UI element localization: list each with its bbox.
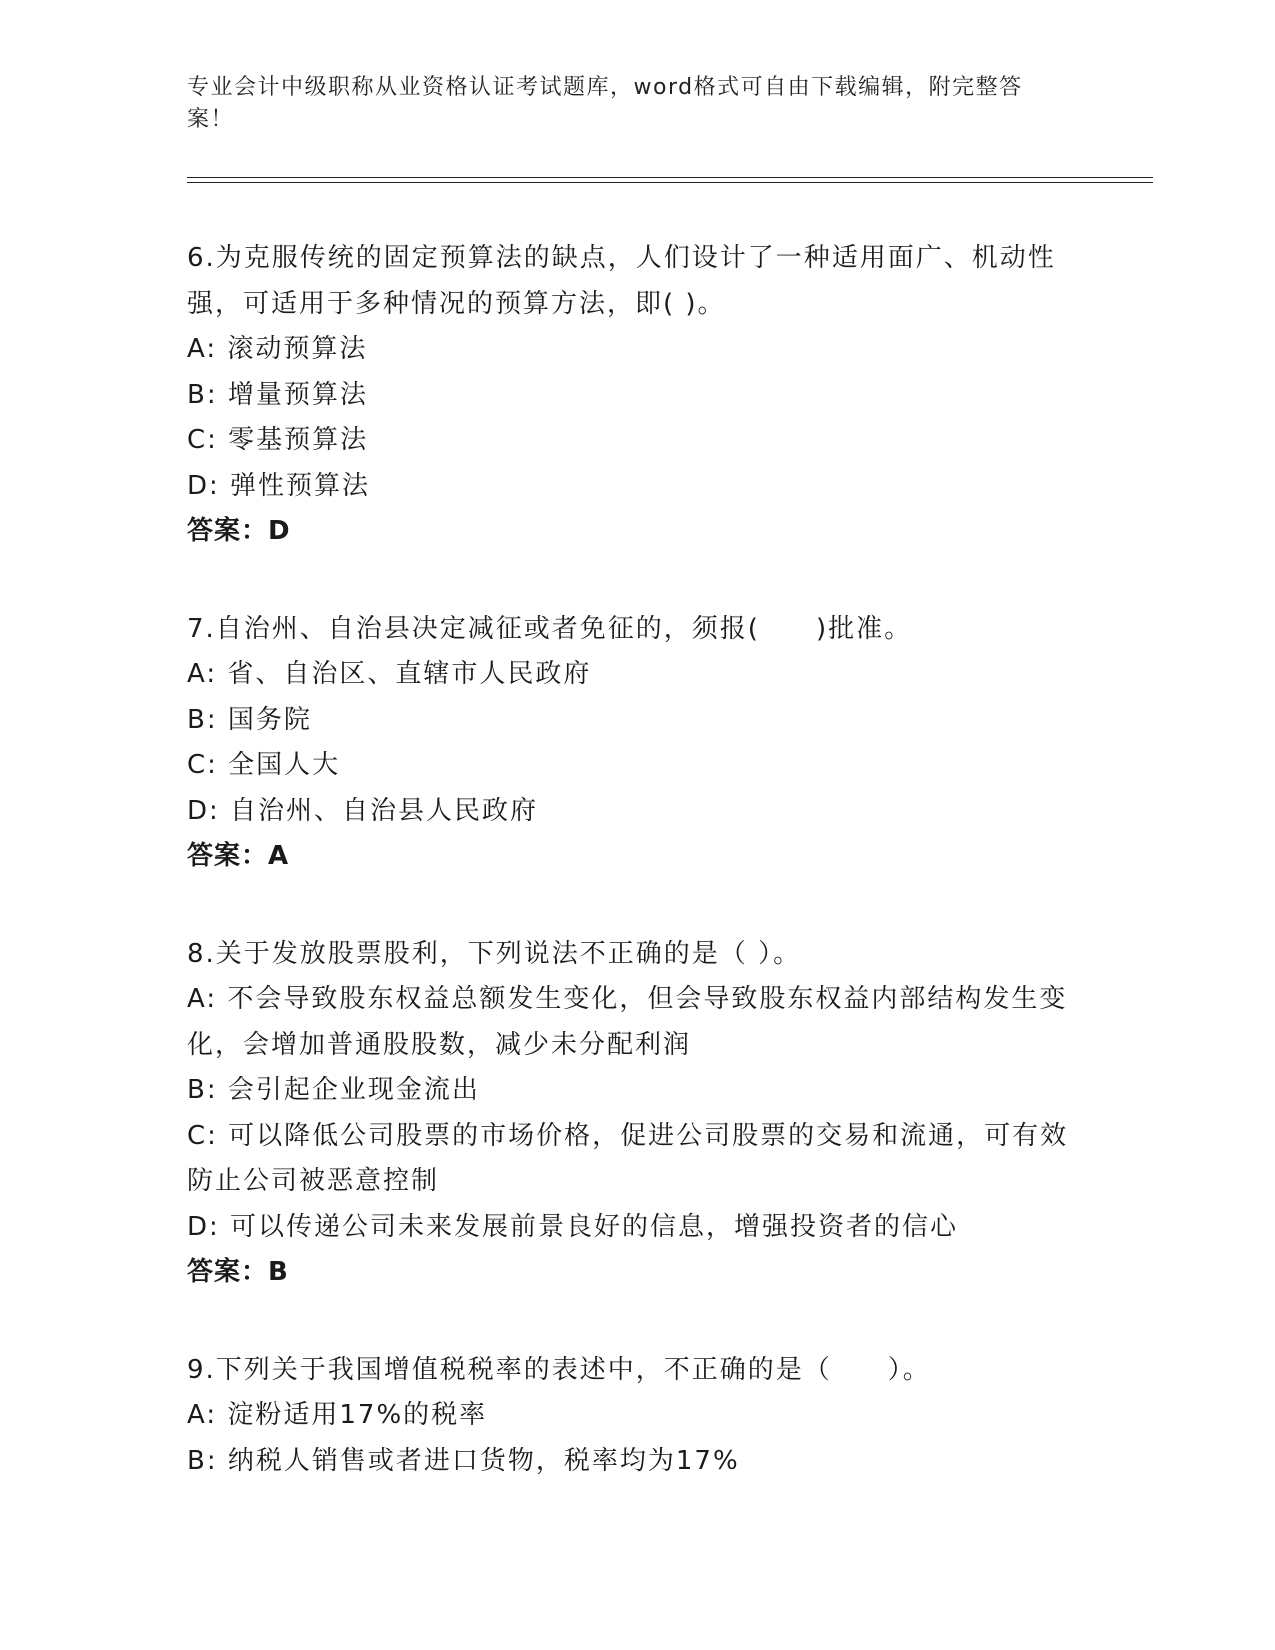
question-6: [187, 236, 1087, 555]
question-list: [187, 236, 1087, 1484]
option-a: A: 滚动预算法: [187, 334, 368, 364]
answer: 答案：D: [187, 516, 291, 546]
option-b: B: 增量预算法: [187, 379, 368, 410]
option-a: A: 淀粉适用17%的税率: [187, 1400, 488, 1430]
option-b: B: 会引起企业现金流出: [187, 1075, 480, 1105]
option-d: D: 弹性预算法: [187, 470, 371, 501]
option-d: D: 可以传递公司未来发展前景良好的信息，增强投资者的信心: [187, 1211, 959, 1242]
option-c: C: 全国人大: [187, 750, 341, 780]
question-stem: 9.下列关于我国增值税税率的表述中，不正确的是（ ）。: [187, 1354, 931, 1385]
option-b: B: 国务院: [187, 704, 312, 735]
option-d: D: 自治州、自治县人民政府: [187, 795, 539, 826]
answer: 答案：B: [187, 1257, 289, 1287]
question-stem: 7.自治州、自治县决定减征或者免征的，须报( )批准。: [187, 613, 913, 644]
answer: 答案：A: [187, 841, 290, 871]
option-b: B: 纳税人销售或者进口货物，税率均为17%: [187, 1445, 740, 1476]
document-header: 专业会计中级职称从业资格认证考试题库，word格式可自由下载编辑，附完整答案！: [187, 75, 1023, 132]
question-8: [187, 932, 1087, 1296]
option-a: A: 不会导致股东权益总额发生变化，但会导致股东权益内部结构发生变化，会增加普通股股数，减少未分配利润: [187, 984, 1068, 1060]
option-a: A: 省、自治区、直辖市人民政府: [187, 659, 592, 689]
option-c: C: 零基预算法: [187, 425, 369, 455]
header-rule-bottom: [187, 182, 1153, 183]
question-stem: 8.关于发放股票股利，下列说法不正确的是（ ）。: [187, 938, 802, 969]
question-stem: 6.为克服传统的固定预算法的缺点，人们设计了一种适用面广、机动性强，可适用于多种情况的预算方法，即( )。: [187, 243, 1056, 319]
header-rule-top: [187, 177, 1153, 178]
question-7: [187, 607, 1087, 880]
option-c: C: 可以降低公司股票的市场价格，促进公司股票的交易和流通，可有效防止公司被恶意控制: [187, 1120, 1069, 1196]
question-9: [187, 1348, 1087, 1485]
